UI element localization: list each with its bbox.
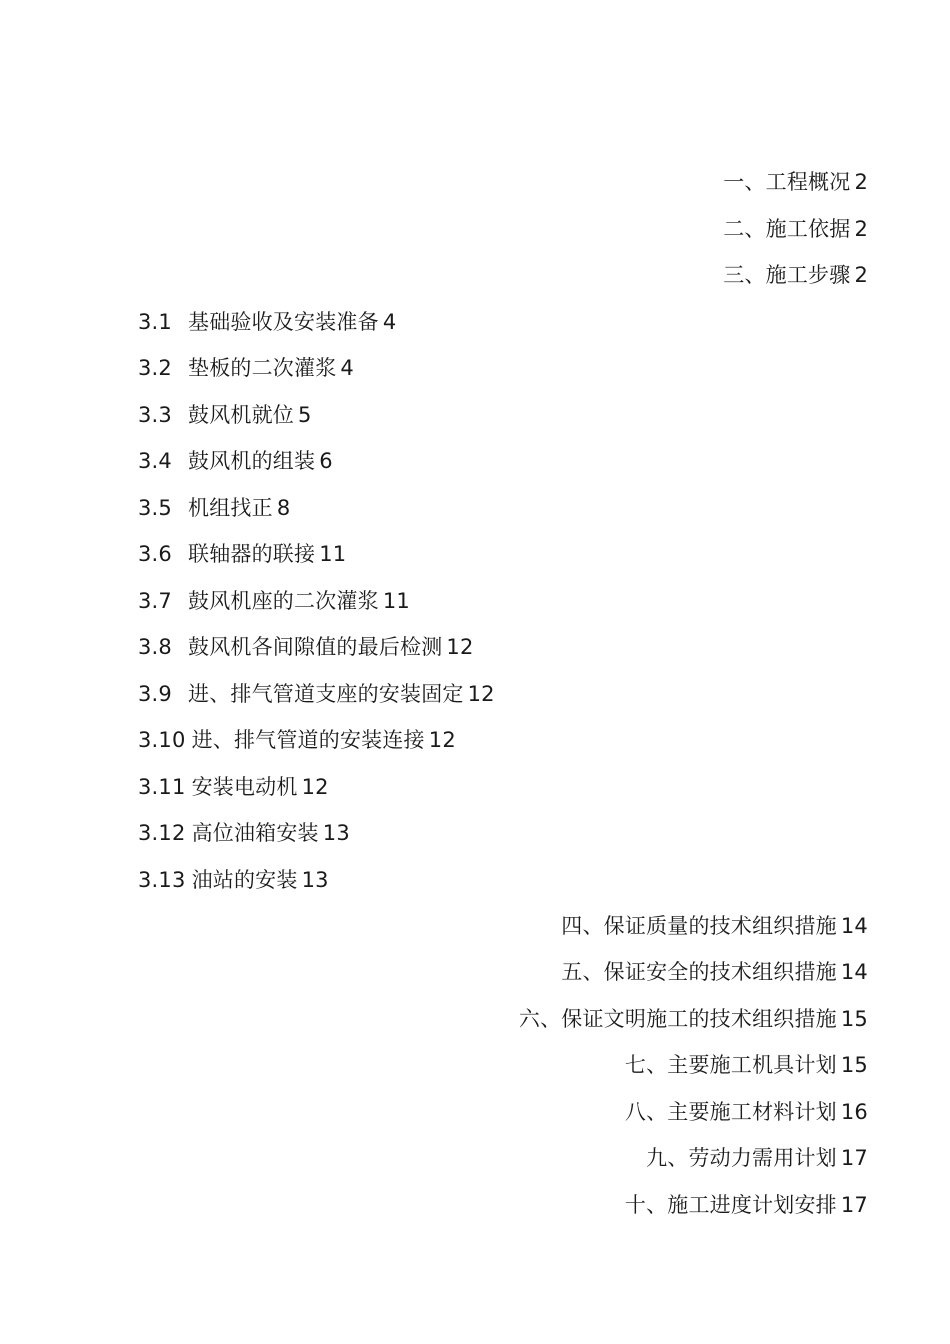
toc-entry-title: 四、保证质量的技术组织措施 [561,914,837,938]
toc-subentry-number: 3.6 [138,542,172,566]
toc-subentry-page: 11 [319,542,347,566]
toc-subentry-number: 3.8 [138,635,172,659]
toc-entry-title: 八、主要施工材料计划 [624,1100,837,1124]
toc-entry-6[interactable] [519,1005,868,1033]
toc-entry-page: 15 [840,1007,868,1031]
toc-subentry-3-5[interactable] [138,494,290,522]
toc-entry-title: 一、工程概况 [723,170,851,194]
toc-subentry-number: 3.11 [138,775,186,799]
toc-subentry-number: 3.2 [138,356,172,380]
toc-subentry-number: 3.12 [138,821,186,845]
toc-subentry-3-6[interactable] [138,540,346,568]
toc-subentry-3-12[interactable] [138,819,350,847]
toc-entry-3[interactable] [723,261,868,289]
toc-entry-page: 2 [854,170,868,194]
toc-entry-7[interactable] [625,1051,868,1079]
toc-subentry-3-11[interactable] [138,773,329,801]
toc-entry-2[interactable] [723,215,868,243]
toc-subentry-title: 机组找正 [188,496,273,520]
toc-subentry-title: 进、排气管道支座的安装固定 [188,682,464,706]
toc-subentry-title: 鼓风机的组装 [188,449,316,473]
toc-subentry-page: 4 [340,356,354,380]
toc-subentry-number: 3.1 [138,310,172,334]
toc-subentry-title: 鼓风机各间隙值的最后检测 [188,635,443,659]
toc-subentry-number: 3.4 [138,449,172,473]
toc-entry-9[interactable] [646,1144,868,1172]
toc-entry-page: 15 [840,1053,868,1077]
toc-subentry-page: 13 [301,868,329,892]
toc-entry-page: 2 [854,217,868,241]
toc-entry-title: 六、保证文明施工的技术组织措施 [518,1007,837,1031]
toc-subentry-page: 12 [467,682,495,706]
toc-subentry-title: 基础验收及安装准备 [188,310,379,334]
toc-entry-title: 二、施工依据 [723,217,851,241]
toc-subentry-3-9[interactable] [138,680,495,708]
toc-subentry-title: 联轴器的联接 [188,542,316,566]
toc-entry-page: 17 [840,1146,868,1170]
toc-subentry-title: 进、排气管道的安装连接 [191,728,425,752]
toc-subentry-number: 3.9 [138,682,172,706]
toc-subentry-title: 鼓风机座的二次灌浆 [188,589,379,613]
toc-subentry-number: 3.10 [138,728,186,752]
toc-subentry-page: 5 [298,403,312,427]
toc-subentry-3-10[interactable] [138,726,456,754]
toc-subentry-number: 3.5 [138,496,172,520]
toc-subentry-number: 3.7 [138,589,172,613]
toc-subentry-page: 12 [428,728,456,752]
toc-entry-page: 14 [840,914,868,938]
toc-subentry-3-4[interactable] [138,447,333,475]
toc-subentry-title: 安装电动机 [191,775,298,799]
toc-subentry-title: 鼓风机就位 [188,403,294,427]
toc-subentry-page: 13 [322,821,350,845]
toc-subentry-title: 油站的安装 [191,868,298,892]
toc-subentry-3-7[interactable] [138,587,410,615]
toc-subentry-page: 6 [319,449,333,473]
toc-entry-page: 17 [840,1193,868,1217]
toc-subentry-3-13[interactable] [138,866,329,894]
toc-entry-title: 十、施工进度计划安排 [624,1193,837,1217]
toc-entry-page: 16 [840,1100,868,1124]
toc-entry-10[interactable] [625,1191,868,1219]
toc-subentry-title: 垫板的二次灌浆 [188,356,337,380]
toc-entry-title: 三、施工步骤 [723,263,851,287]
toc-subentry-3-8[interactable] [138,633,474,661]
toc-entry-title: 九、劳动力需用计划 [646,1146,837,1170]
toc-subentry-title: 高位油箱安装 [191,821,319,845]
toc-entry-5[interactable] [561,958,868,986]
toc-subentry-3-1[interactable] [138,308,396,336]
toc-entry-1[interactable] [723,168,868,196]
toc-entry-4[interactable] [561,912,868,940]
toc-entry-page: 14 [840,960,868,984]
toc-subentry-page: 12 [301,775,329,799]
toc-entry-title: 七、主要施工机具计划 [624,1053,837,1077]
toc-subentry-page: 12 [446,635,474,659]
toc-subentry-3-3[interactable] [138,401,312,429]
toc-subentry-number: 3.13 [138,868,186,892]
toc-entry-8[interactable] [625,1098,868,1126]
toc-subentry-page: 11 [382,589,410,613]
toc-entry-page: 2 [854,263,868,287]
toc-subentry-3-2[interactable] [138,354,354,382]
toc-entry-title: 五、保证安全的技术组织措施 [561,960,837,984]
toc-subentry-page: 4 [382,310,397,334]
toc-subentry-page: 8 [276,496,291,520]
toc-subentry-number: 3.3 [138,403,172,427]
